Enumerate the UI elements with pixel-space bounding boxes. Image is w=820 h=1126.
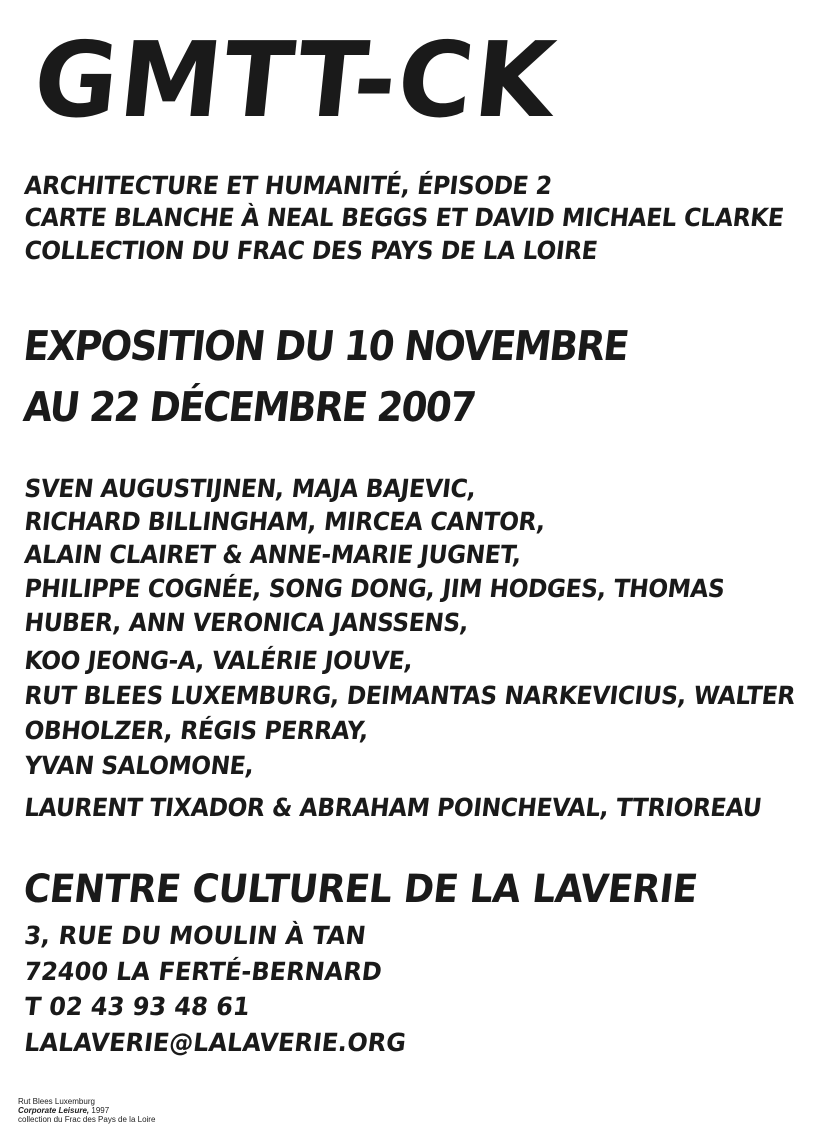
artist-line: KOO JEONG-A, VALÉRIE JOUVE, <box>22 646 415 675</box>
poster-title: GMTT-CK <box>28 19 563 141</box>
credit-year: 1997 <box>89 1106 110 1115</box>
subtitle-line: CARTE BLANCHE À NEAL BEGGS ET DAVID MICHAEL CLARKE <box>22 203 786 232</box>
venue-name: CENTRE CULTUREL DE LA LAVERIE <box>21 867 700 912</box>
credit-collection: collection du Frac des Pays de la Loire <box>18 1115 156 1124</box>
artist-line: LAURENT TIXADOR & ABRAHAM POINCHEVAL, TTRIOREAU <box>22 793 764 822</box>
image-credit <box>18 1097 155 1124</box>
artist-line: RICHARD BILLINGHAM, MIRCEA CANTOR, <box>22 507 547 536</box>
address-line: 3, RUE DU MOULIN À TAN <box>22 921 368 950</box>
exhibition-dates-line: EXPOSITION DU 10 NOVEMBRE <box>21 322 631 370</box>
exhibition-dates-line: AU 22 DÉCEMBRE 2007 <box>21 383 478 431</box>
artist-line: PHILIPPE COGNÉE, SONG DONG, JIM HODGES, THOMAS <box>22 574 727 603</box>
artist-line: ALAIN CLAIRET & ANNE-MARIE JUGNET, <box>22 540 523 569</box>
artist-line: YVAN SALOMONE, <box>22 751 256 780</box>
subtitle-line: COLLECTION DU FRAC DES PAYS DE LA LOIRE <box>22 236 599 265</box>
artist-line: RUT BLEES LUXEMBURG, DEIMANTAS NARKEVICIUS, WALTER <box>22 681 797 710</box>
credit-work-line <box>18 1106 155 1115</box>
email-line: LALAVERIE@LALAVERIE.ORG <box>22 1028 408 1057</box>
phone-line: T 02 43 93 48 61 <box>22 992 252 1021</box>
artist-line: OBHOLZER, RÉGIS PERRAY, <box>22 716 370 745</box>
credit-work: Corporate Leisure, <box>18 1106 90 1115</box>
artist-line: HUBER, ANN VERONICA JANSSENS, <box>22 608 470 637</box>
subtitle-line: ARCHITECTURE ET HUMANITÉ, ÉPISODE 2 <box>22 171 554 200</box>
artist-line: SVEN AUGUSTIJNEN, MAJA BAJEVIC, <box>22 474 478 503</box>
address-line: 72400 LA FERTÉ-BERNARD <box>22 957 384 986</box>
credit-artist: Rut Blees Luxemburg <box>18 1097 95 1106</box>
